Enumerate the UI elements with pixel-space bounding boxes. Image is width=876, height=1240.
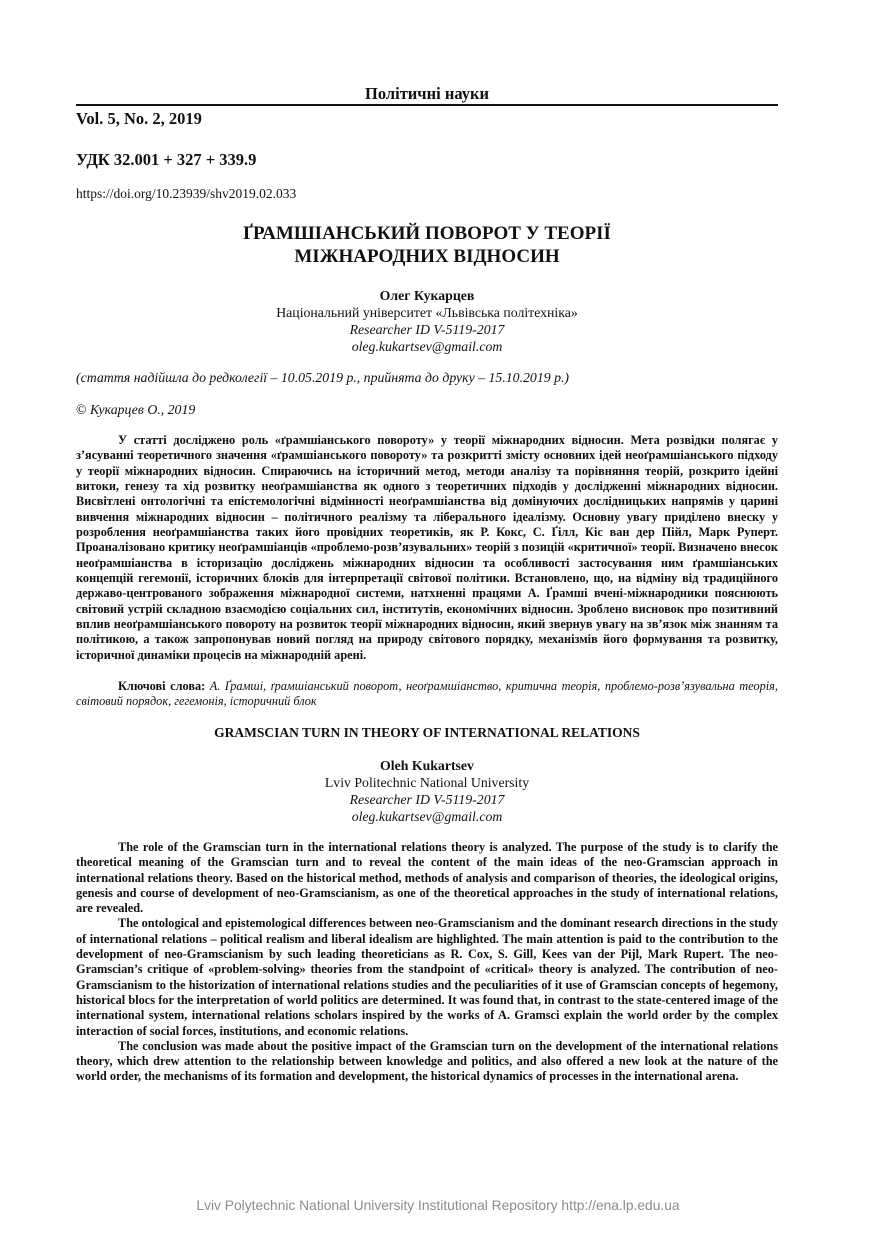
author-affiliation-ua: Національний університет «Львівська політехніка» [276,305,578,320]
article-title-en: GRAMSCIAN TURN IN THEORY OF INTERNATIONAL RELATIONS [214,725,640,740]
keywords-text: А. Ґрамші, ґрамшіанський поворот, неоґрамшіанство, критична теорія, проблемо-розв’язувальна теорія, світовий порядок, гегемонія, історичний блок [76,679,778,709]
author-email-en[interactable]: oleg.kukartsev@gmail.com [351,809,503,824]
copyright-symbol: © [76,402,87,417]
repository-footer: Lviv Polytechnic National University Institutional Repository http://ena.lp.edu.ua [196,1198,680,1213]
copyright-holder: Кукарцев О., 2019 [89,402,196,417]
abstract-en-paragraph-2: The ontological and epistemological differences between neo-Gramscianism and the dominant research directions in the study of international relations – political realism and liberal idealism are highlighted. The main attention is paid to the contribution to the development of neo-Gramscianism by such leading theoreticians as R. Cox, S. Gill, Kees van der Pijl, Mark Rupert. The neo-Gramscian’s critique of «problem-solving» theories from the standpoint of «critical» theory is analyzed. The contribution of neo-Gramscianism to the historization of international relations studies and the peculiarities of it use of Gramscian concepts of hegemony, historical blocs for the interpretation of world politics are determined. It was found that, in contrast to the state-centered image of the international system, international relations scholars inspired by the works of A. Gramsci explain the world order by the complex interaction of social forces, institutions, and economic relations. [76,916,778,1038]
abstract-en [76,840,778,1085]
abstract-en-paragraph-3: The conclusion was made about the positive impact of the Gramscian turn on the development of the international relations theory, which drew attention to the relationship between knowledge and politics, and also offered a new look at the nature of the world order, the mechanisms of its formation and development, the historical dynamics of processes in the international arena. [76,1038,778,1084]
author-name-ua: Олег Кукарцев [379,288,475,303]
doi-link[interactable]: https://doi.org/10.23939/shv2019.02.033 [76,186,297,201]
keywords-ua [76,679,778,710]
author-name-en: Oleh Kukartsev [380,758,474,773]
author-affiliation-en: Lviv Politechnic National University [324,775,530,790]
keywords-label: Ключові слова: [118,679,206,693]
article-title-ua [76,222,778,268]
udk-code: УДК 32.001 + 327 + 339.9 [76,150,257,169]
author-researcher-id-ua: Researcher ID V-5119-2017 [349,322,505,337]
volume-issue: Vol. 5, No. 2, 2019 [76,109,202,128]
abstract-ua: У статті досліджено роль «ґрамшіанського повороту» у теорії міжнародних відносин. Мета розвідки полягає у з’ясуванні теоретичного значення «ґрамшіанського повороту» та розкритті змісту основних ідей неоґрамшіанського підходу у теорії міжнародних відносин. Спираючись на історичний метод, методи аналізу та порівняння теорій, розкрито ідейні витоки, генезу та хід розвитку неоґрамшіанства як одного з теоретичних підходів у дослідженні міжнародних відносин. Висвітлені онтологічні та епістемологічні відмінності неоґрамшіанства від домінуючих дослідницьких напрямів у царині вивчення міжнародних відносин – політичного реалізму та ліберального ідеалізму. Основну увагу приділено внеску у розроблення неоґрамшіанства таких його провідних теоретиків, як Р. Кокс, С. Ґілл, Кіс ван дер Пійл, Марк Руперт. Проаналізовано критику неоґрамшіанців «проблемо-розв’язувальних» теорій з позицій «критичної» теорії. Визначено внесок неоґрамшіанства в історизацію досліджень міжнародних відносин та особливості застосування ним ґрамшіанських концепцій гегемонії, історичних блоків для інтерпретації світової політики. Встановлено, що, на відміну від традиційного державо-центрованого зображення міжнародної системи, натхненні працями А. Ґрамші вчені-міжнародники пояснюють світовий устрій складною взаємодією соціальних сил, інститутів, економічних відносин. Зроблено висновок про позитивний вплив неоґрамшіанського повороту на розвиток теорії міжнародних відносин, який звернув увагу на зв’язок між знанням та політикою, а також запропонував новий погляд на природу світового порядку, механізмів його формування та розвитку, історичної динаміки процесів на міжнародній арені. [76,433,778,662]
journal-section-title: Політичні науки [364,84,490,103]
received-dates: (стаття надійшла до редколегії – 10.05.2019 р., прийнята до друку – 15.10.2019 р.) [76,370,570,385]
author-block-en [76,757,778,825]
author-block-ua [76,287,778,355]
author-researcher-id-en: Researcher ID V-5119-2017 [349,792,505,807]
abstract-en-paragraph-1: The role of the Gramscian turn in the international relations theory is analyzed. The purpose of the study is to clarify the theoretical meaning of the Gramscian turn and to reveal the content of the main ideas of the neo-Gramscian approach in international relations theory. Based on the historical method, methods of analysis and comparison of theories, the ideological origins, genesis and course of development of neo-Gramscianism, as one of the theoretical approaches in the study of international relations, are revealed. [76,840,778,916]
article-title-ua-line2: МІЖНАРОДНИХ ВІДНОСИН [294,246,560,267]
author-email-ua[interactable]: oleg.kukartsev@gmail.com [351,339,503,354]
copyright-line [76,402,195,418]
article-title-ua-line1: ҐРАМШІАНСЬКИЙ ПОВОРОТ У ТЕОРІЇ [243,223,611,244]
header-rule [76,104,778,106]
